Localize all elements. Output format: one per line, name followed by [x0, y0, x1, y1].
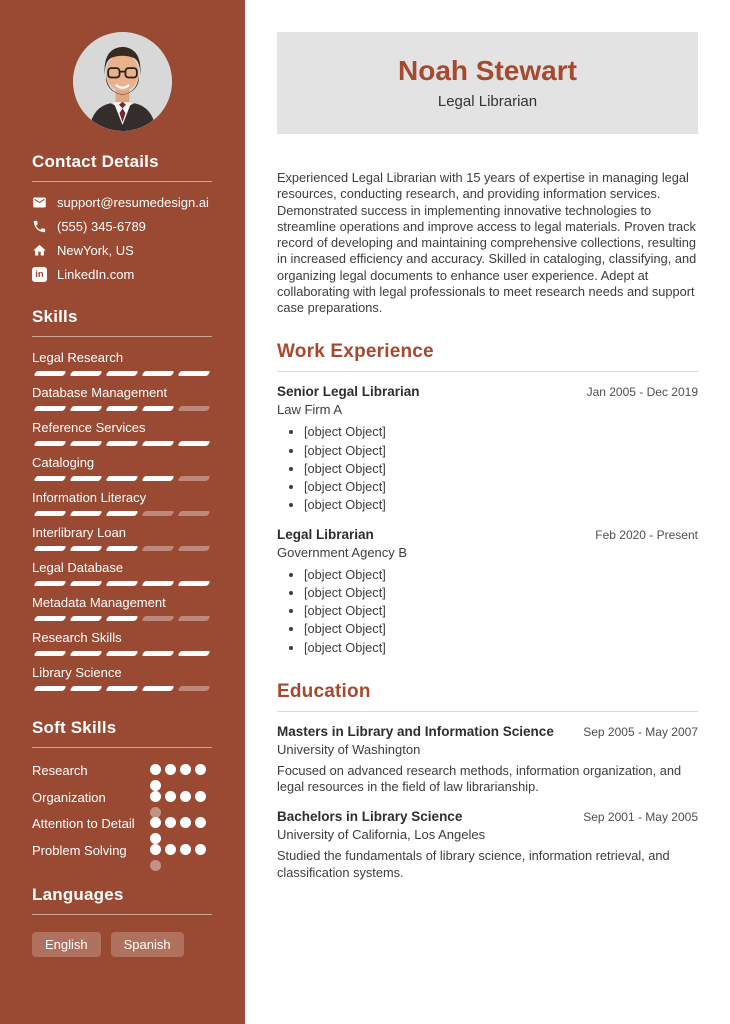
skill-bar-segment	[105, 371, 138, 376]
skill-bar-segment	[105, 686, 138, 691]
soft-skill-level-dots	[150, 844, 212, 856]
skill-bar-segment	[177, 686, 210, 691]
contact-icon	[32, 267, 47, 282]
skill-bar-segment	[69, 511, 102, 516]
phone-icon	[32, 219, 47, 234]
person-name: Noah Stewart	[398, 54, 577, 86]
languages-heading: Languages	[32, 885, 124, 905]
contact-list	[32, 195, 212, 282]
soft-skill-dot	[180, 791, 191, 802]
skill-bar-segment	[105, 581, 138, 586]
job-entry	[277, 384, 698, 513]
skill-bar-segment	[69, 371, 102, 376]
contact-icon	[32, 195, 47, 210]
job-bullet: • [object Object]	[304, 603, 698, 619]
skill-name: Reference Services	[32, 420, 146, 435]
skill-level-bar	[32, 651, 212, 656]
job-bullet: • [object Object]	[304, 621, 698, 637]
work-experience-heading: Work Experience	[277, 341, 434, 363]
soft-skill-dot	[195, 817, 206, 828]
skill-row	[32, 560, 212, 586]
skill-bar-segment	[33, 476, 66, 481]
soft-skill-name: Research	[32, 763, 88, 778]
divider	[32, 914, 212, 915]
skill-bar-segment	[33, 371, 66, 376]
skill-level-bar	[32, 686, 212, 691]
skill-bar-segment	[141, 546, 174, 551]
skill-level-bar	[32, 476, 212, 481]
contact-text: support@resumedesign.ai	[57, 195, 209, 210]
skill-row	[32, 350, 212, 376]
skill-name: Metadata Management	[32, 595, 166, 610]
job-bullet: • [object Object]	[304, 443, 698, 459]
soft-skill-dot	[165, 844, 176, 855]
divider	[32, 181, 212, 182]
education-entry-header	[277, 724, 698, 739]
skill-row	[32, 455, 212, 481]
skill-bar-segment	[177, 546, 210, 551]
skill-name: Database Management	[32, 385, 168, 400]
skill-bar-segment	[105, 441, 138, 446]
skill-bar-segment	[33, 686, 66, 691]
job-bullet: • [object Object]	[304, 497, 698, 513]
skill-bar-segment	[141, 651, 174, 656]
skill-bar-segment	[141, 371, 174, 376]
skill-bar-segment	[105, 546, 138, 551]
skill-level-bar	[32, 581, 212, 586]
skill-bar-segment	[105, 511, 138, 516]
skill-row	[32, 490, 212, 516]
linkedin-icon: in	[32, 267, 47, 282]
skill-bar-segment	[69, 546, 102, 551]
soft-skill-level-dots	[150, 764, 212, 776]
soft-skill-dot	[180, 844, 191, 855]
education-description: Studied the fundamentals of library science, information retrieval, and classification systems.	[277, 848, 670, 880]
education-dates: Sep 2001 - May 2005	[583, 810, 698, 824]
skill-name: Information Literacy	[32, 490, 147, 505]
job-bullet: • [object Object]	[304, 461, 698, 477]
soft-skill-level-dots	[150, 817, 212, 829]
soft-skill-dot	[195, 764, 206, 775]
profile-photo	[73, 32, 172, 131]
education-description: Focused on advanced research methods, information organization, and legal resources in the field of law librarianship.	[277, 762, 682, 795]
person-job-title: Legal Librarian	[437, 92, 538, 110]
skill-bar-segment	[177, 406, 210, 411]
job-bullet: • [object Object]	[304, 567, 698, 583]
soft-skill-dot	[180, 764, 191, 775]
soft-skill-level-dots	[150, 791, 212, 803]
education-entry	[277, 724, 698, 796]
soft-skill-name: Attention to Detail	[32, 816, 135, 832]
skill-bar-segment	[177, 581, 210, 586]
language-pill: English	[32, 932, 101, 957]
soft-skill-dot	[195, 844, 206, 855]
skill-bar-segment	[177, 651, 210, 656]
skill-bar-segment	[33, 616, 66, 621]
skill-row	[32, 420, 212, 446]
languages-section	[32, 885, 212, 957]
degree-title: Bachelors in Library Science	[277, 809, 463, 824]
skill-bar-segment	[177, 616, 210, 621]
skill-bar-segment	[69, 686, 102, 691]
skill-name: Cataloging	[32, 455, 95, 470]
skill-level-bar	[32, 546, 212, 551]
work-experience-section	[277, 341, 698, 656]
soft-skill-dot	[195, 791, 206, 802]
soft-skill-list	[32, 762, 212, 859]
skill-bar-segment	[69, 476, 102, 481]
divider	[277, 711, 698, 712]
soft-skill-name: Problem Solving	[32, 842, 127, 858]
skill-bar-segment	[69, 651, 102, 656]
job-bullet: • [object Object]	[304, 585, 698, 601]
contact-text: LinkedIn.com	[57, 267, 135, 282]
skill-row	[32, 665, 212, 691]
home-icon	[32, 243, 47, 258]
skills-heading: Skills	[32, 307, 78, 326]
skill-level-bar	[32, 616, 212, 621]
soft-skill-dot	[165, 791, 176, 802]
job-bullet-list	[277, 424, 698, 513]
contact-icon	[32, 243, 47, 258]
job-list	[277, 384, 698, 656]
skills-section	[32, 307, 212, 691]
language-list	[32, 932, 212, 957]
name-header	[277, 32, 698, 134]
skill-bar-segment	[33, 511, 66, 516]
education-entry	[277, 809, 698, 881]
job-bullet: • [object Object]	[304, 640, 698, 656]
education-dates: Sep 2005 - May 2007	[583, 724, 698, 739]
skill-bar-segment	[177, 371, 210, 376]
skill-bar-segment	[69, 581, 102, 586]
soft-skill-dot	[165, 817, 176, 828]
skill-bar-segment	[141, 581, 174, 586]
job-entry-header	[277, 527, 698, 542]
skill-bar-segment	[69, 616, 102, 621]
skill-name: Legal Database	[32, 560, 124, 575]
contact-text: (555) 345-6789	[57, 219, 146, 234]
skill-name: Research Skills	[32, 630, 122, 645]
soft-skill-dot	[150, 780, 161, 791]
education-entry-header	[277, 809, 698, 824]
job-entry-header	[277, 384, 698, 399]
skill-bar-segment	[33, 406, 66, 411]
main-content	[245, 0, 730, 1024]
contact-item	[32, 219, 212, 234]
soft-skill-dot	[165, 764, 176, 775]
sidebar	[0, 0, 245, 1024]
summary-paragraph: Experienced Legal Librarian with 15 years of expertise in managing legal resources, conducting research, and providing information services. Demonstrated success in implementing innovative technologies to streamline operations and improve access to legal materials. Proven track record of developing and maintaining comprehensive collections, resulting in increased efficiency and accuracy. Skilled in cataloging, classifying, and organizing legal documents to enhance user experience. Adept at collaborating with legal professionals to meet research needs and support case preparations.	[277, 170, 697, 315]
soft-skills-heading: Soft Skills	[32, 718, 117, 737]
skill-level-bar	[32, 441, 212, 446]
skill-name: Interlibrary Loan	[32, 525, 126, 540]
job-dates: Feb 2020 - Present	[595, 527, 698, 542]
divider	[277, 371, 698, 372]
skill-bar-segment	[33, 441, 66, 446]
avatar-illustration	[73, 32, 172, 131]
skill-name: Legal Research	[32, 350, 124, 365]
soft-skills-section	[32, 718, 212, 859]
education-list	[277, 724, 698, 882]
school-name: University of Washington	[277, 741, 421, 757]
skill-bar-segment	[33, 581, 66, 586]
job-title: Legal Librarian	[277, 526, 374, 542]
soft-skill-row	[32, 789, 212, 807]
skill-level-bar	[32, 406, 212, 411]
skill-bar-segment	[141, 441, 174, 446]
skill-bar-segment	[141, 616, 174, 621]
contact-item	[32, 195, 212, 210]
skill-level-bar	[32, 511, 212, 516]
skill-bar-segment	[177, 511, 210, 516]
skill-row	[32, 385, 212, 411]
skill-row	[32, 525, 212, 551]
soft-skill-row	[32, 842, 212, 860]
skill-row	[32, 595, 212, 621]
job-title: Senior Legal Librarian	[277, 384, 420, 400]
skill-level-bar	[32, 371, 212, 376]
skill-bar-segment	[141, 476, 174, 481]
job-bullet: • [object Object]	[304, 479, 698, 495]
skill-bar-segment	[69, 441, 102, 446]
soft-skill-row	[32, 762, 212, 780]
degree-title: Masters in Library and Information Science	[277, 723, 554, 739]
divider	[32, 336, 212, 337]
job-company: Law Firm A	[277, 402, 343, 418]
skill-bar-segment	[105, 616, 138, 621]
job-dates: Jan 2005 - Dec 2019	[586, 385, 698, 400]
soft-skill-dot	[150, 791, 161, 802]
job-bullet-list	[277, 567, 698, 656]
language-pill: Spanish	[111, 932, 184, 957]
soft-skill-name: Organization	[32, 789, 106, 805]
contact-text: NewYork, US	[57, 243, 134, 258]
skill-bar-segment	[141, 686, 174, 691]
soft-skill-dot	[150, 844, 161, 855]
skill-row	[32, 630, 212, 656]
contact-item	[32, 267, 212, 282]
skill-bar-segment	[141, 406, 174, 411]
school-name: University of California, Los Angeles	[277, 827, 486, 842]
divider	[32, 747, 212, 748]
job-bullet: • [object Object]	[304, 424, 698, 440]
soft-skill-dot	[150, 817, 161, 828]
skill-bar-segment	[105, 476, 138, 481]
skill-bar-segment	[177, 476, 210, 481]
skill-list	[32, 350, 212, 691]
job-entry	[277, 527, 698, 656]
soft-skill-dot	[150, 807, 161, 818]
soft-skill-dot	[180, 817, 191, 828]
contact-icon	[32, 219, 47, 234]
contact-heading: Contact Details	[32, 152, 159, 171]
job-company: Government Agency B	[277, 544, 408, 560]
skill-bar-segment	[105, 406, 138, 411]
contact-item	[32, 243, 212, 258]
skill-bar-segment	[33, 546, 66, 551]
email-icon	[32, 195, 47, 210]
education-section	[277, 681, 698, 882]
skill-bar-segment	[69, 406, 102, 411]
skill-bar-segment	[105, 651, 138, 656]
skill-bar-segment	[177, 441, 210, 446]
skill-bar-segment	[141, 511, 174, 516]
skill-name: Library Science	[32, 665, 122, 680]
skill-bar-segment	[33, 651, 66, 656]
education-heading: Education	[277, 680, 371, 702]
contact-section	[32, 152, 212, 282]
soft-skill-dot	[150, 764, 161, 775]
soft-skill-dot	[150, 860, 161, 871]
soft-skill-row	[32, 815, 212, 833]
